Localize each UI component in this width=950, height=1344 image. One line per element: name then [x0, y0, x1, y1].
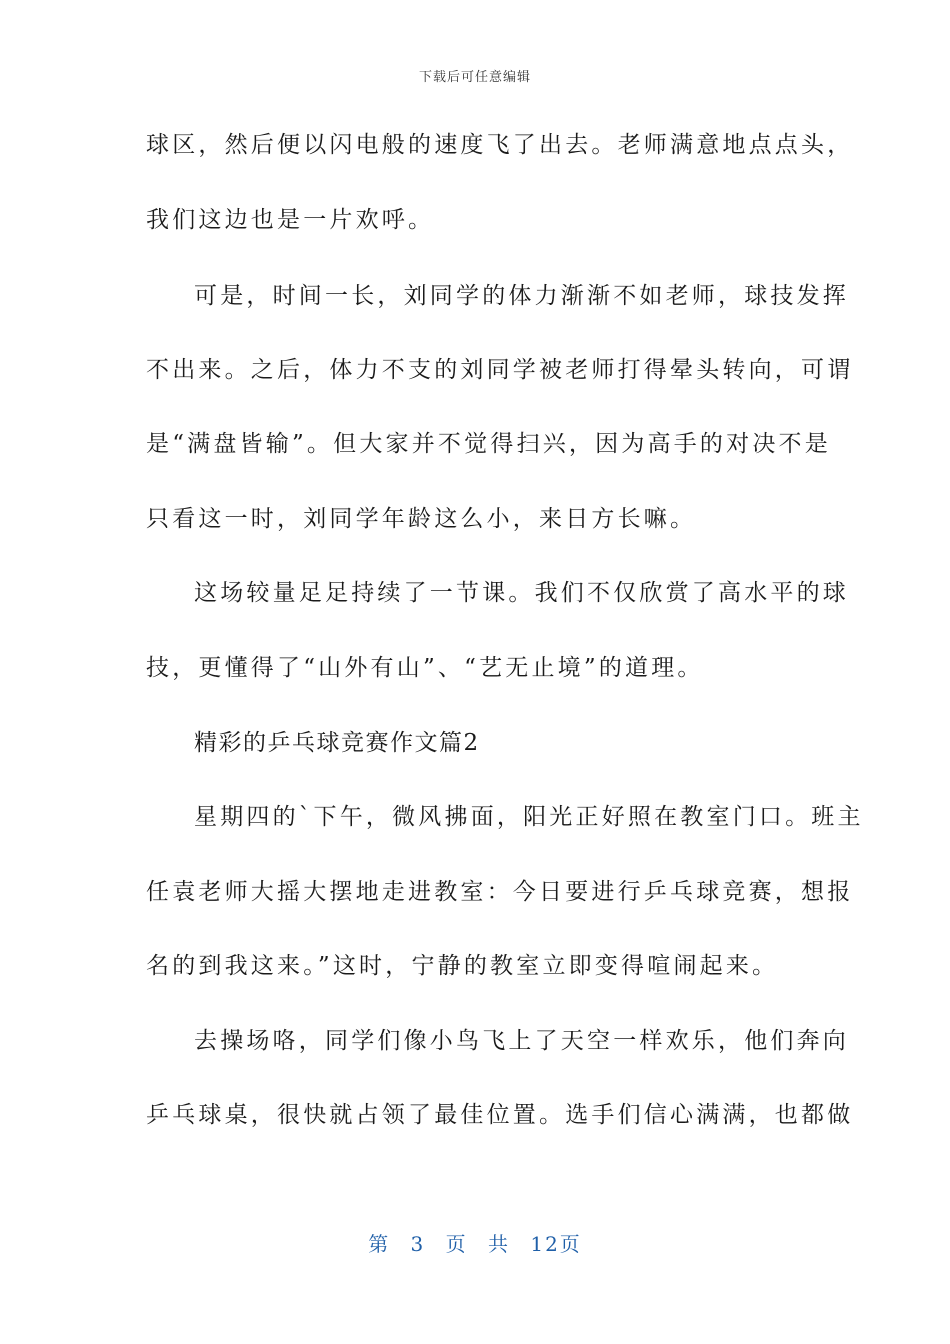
- section-heading: 精彩的乒乓球竞赛作文篇2: [194, 730, 480, 756]
- footer-label-ye: 页: [445, 1232, 468, 1256]
- body-line: 任袁老师大摇大摆地走进教室：今日要进行乒乓球竞赛，想报: [146, 879, 854, 905]
- body-line: 我们这边也是一片欢呼。: [146, 207, 435, 233]
- body-line: 乒乓球桌，很快就占领了最佳位置。选手们信心满满，也都做: [146, 1102, 854, 1128]
- footer-total-pages: 12页: [530, 1232, 582, 1256]
- body-line: 去操场咯，同学们像小鸟飞上了天空一样欢乐，他们奔向: [194, 1028, 849, 1054]
- body-line: 球区，然后便以闪电般的速度飞了出去。老师满意地点点头，: [146, 132, 854, 158]
- footer-label-gong: 共: [488, 1232, 510, 1256]
- body-line: 技，更懂得了“山外有山”、“艺无止境”的道理。: [146, 655, 704, 681]
- footer-label-di: 第: [368, 1232, 391, 1256]
- body-line: 是“满盘皆输”。但大家并不觉得扫兴，因为高手的对决不是: [146, 431, 831, 457]
- body-line: 可是，时间一长，刘同学的体力渐渐不如老师，球技发挥: [194, 283, 849, 309]
- body-line: 不出来。之后，体力不支的刘同学被老师打得晕头转向，可谓: [146, 357, 854, 383]
- body-line: 这场较量足足持续了一节课。我们不仅欣赏了高水平的球: [194, 580, 849, 606]
- footer-page-number: 3: [410, 1232, 426, 1256]
- body-line: 名的到我这来。”这时，宁静的教室立即变得喧闹起来。: [146, 953, 779, 979]
- page-footer: [0, 1228, 950, 1257]
- body-line: 只看这一时，刘同学年龄这么小，来日方长嘛。: [146, 506, 697, 532]
- body-line: 星期四的`下午，微风拂面，阳光正好照在教室门口。班主: [194, 804, 864, 830]
- header-note: 下载后可任意编辑: [418, 70, 531, 85]
